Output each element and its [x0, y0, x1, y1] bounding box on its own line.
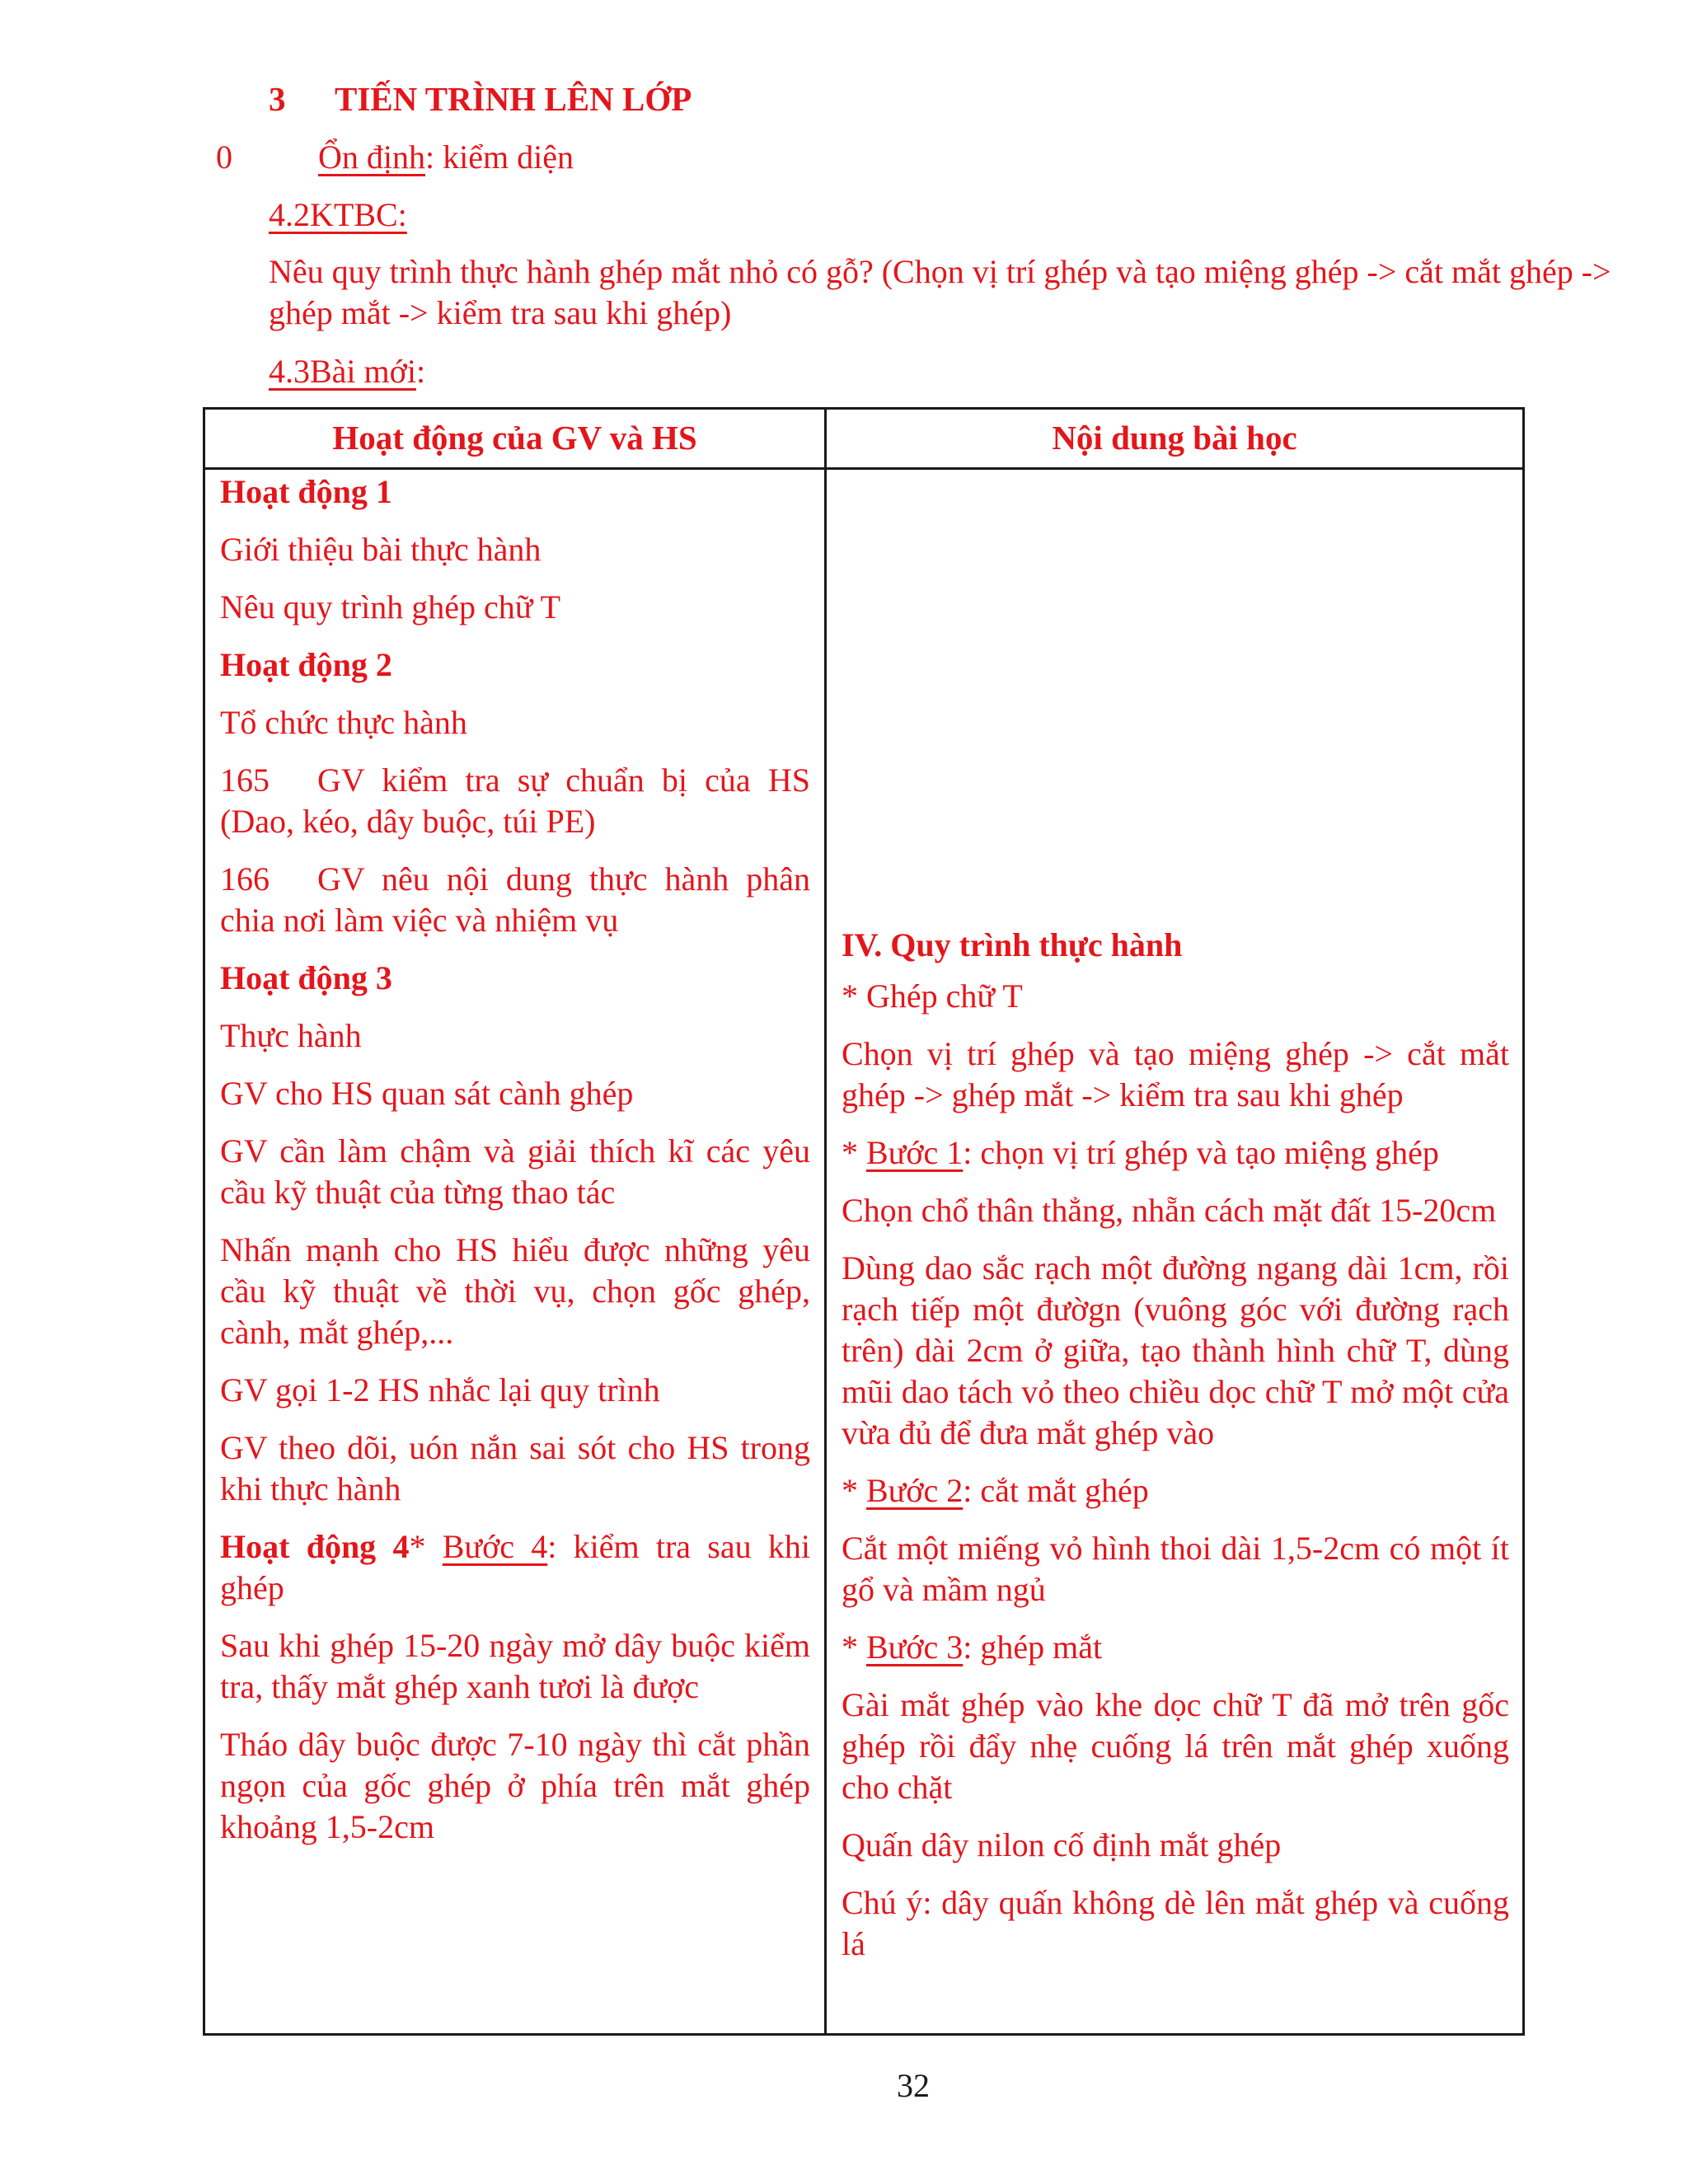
step-3-text: : ghép mắt	[963, 1629, 1103, 1666]
activity-2-item	[220, 760, 810, 842]
new-lesson-colon: :	[415, 353, 426, 390]
activity-1-item: Giới thiệu bài thực hành	[220, 531, 542, 568]
step-3-item: Quấn dây nilon cố định mắt ghép	[842, 1826, 1282, 1863]
ktbc-heading	[269, 194, 407, 236]
on-dinh-number: 0	[216, 138, 232, 176]
table-header-activities: Hoạt động của GV và HS	[332, 419, 697, 457]
new-lesson-heading-text: 4.3Bài mới	[269, 353, 416, 390]
table-header-content: Nội dung bài học	[1052, 419, 1297, 457]
activity-4-star: *	[409, 1528, 443, 1565]
content-column	[842, 925, 1509, 1981]
activity-3-item: GV cần làm chậm và giải thích kĩ các yêu cầu kỹ thuật của từng thao tác	[220, 1132, 810, 1211]
procedure-summary: Chọn vị trí ghép và tạo miệng ghép -> cắt mắt ghép -> ghép mắt -> kiểm tra sau khi ghép	[842, 1035, 1509, 1113]
on-dinh-label: Ổn định	[318, 138, 425, 176]
procedure-subtitle: * Ghép chữ T	[842, 977, 1023, 1015]
page-number: 32	[897, 2067, 930, 2104]
activity-2-intro: Tổ chức thực hành	[220, 704, 467, 741]
ktbc-heading-text: 4.2KTBC:	[269, 196, 407, 233]
activity-4-step-label: Bước 4	[442, 1528, 548, 1565]
step-star: *	[842, 1629, 866, 1666]
step-star: *	[842, 1472, 866, 1509]
header-divider	[205, 467, 1522, 470]
activity-3-item: GV gọi 1-2 HS nhắc lại quy trình	[220, 1371, 660, 1408]
step-1-text: : chọn vị trí ghép và tạo miệng ghép	[963, 1134, 1439, 1171]
activity-3-item: GV cho HS quan sát cành ghép	[220, 1075, 634, 1112]
section-number: 3	[269, 80, 286, 118]
activity-2-title: Hoạt động 2	[220, 646, 392, 683]
activity-3-item: Thực hành	[220, 1017, 362, 1054]
item-index: 165	[220, 762, 270, 799]
step-2-text: : cắt mắt ghép	[963, 1472, 1149, 1509]
activity-3-item: Nhấn mạnh cho HS hiểu được những yêu cầu kỹ thuật về thời vụ, chọn gốc ghép, cành, mắt ghép,...	[220, 1231, 810, 1351]
ktbc-question: Nêu quy trình thực hành ghép mắt nhỏ có gỗ? (Chọn vị trí ghép và tạo miệng ghép -> cắt mắt ghép -> ghép mắt -> kiểm tra sau khi ghép)	[269, 253, 1611, 331]
activity-4-heading	[220, 1526, 810, 1609]
on-dinh-text: : kiểm diện	[425, 138, 574, 176]
activity-4-item: Tháo dây buộc được 7-10 ngày thì cắt phần ngọn của gốc ghép ở phía trên mắt ghép khoảng 1,5-2cm	[220, 1726, 810, 1845]
step-1-item: Dùng dao sắc rạch một đường ngang dài 1cm, rồi rạch tiếp một đườgn (vuông góc với đường rạch trên) dài 2cm ở giữa, tạo thành hình chữ T, dùng mũi dao tách vỏ theo chiều dọc chữ T mở một cửa vừa đủ để đưa mắt ghép vào	[842, 1249, 1509, 1451]
procedure-title: IV. Quy trình thực hành	[842, 926, 1183, 963]
step-3-label: Bước 3	[866, 1629, 964, 1666]
step-star: *	[842, 1134, 866, 1171]
step-2-heading	[842, 1470, 1509, 1511]
activity-3-title: Hoạt động 3	[220, 959, 392, 996]
item-text: GV nêu nội dung thực hành phân chia nơi làm việc và nhiệm vụ	[220, 860, 810, 939]
section-title	[269, 78, 692, 120]
item-text: GV kiểm tra sự chuẩn bị của HS (Dao, kéo, dây buộc, túi PE)	[220, 762, 810, 840]
lesson-table	[203, 407, 1525, 2036]
step-1-heading	[842, 1132, 1509, 1174]
activity-4-title: Hoạt động 4	[220, 1528, 410, 1565]
step-1-label: Bước 1	[866, 1134, 964, 1171]
activity-3-item: GV theo dõi, uón nắn sai sót cho HS trong khi thực hành	[220, 1429, 810, 1507]
step-2-label: Bước 2	[866, 1472, 964, 1509]
on-dinh-line	[216, 137, 574, 178]
activity-4-step-text: : kiểm tra sau khi ghép	[220, 1528, 811, 1606]
column-divider	[824, 410, 827, 2033]
section-title-text: TIẾN TRÌNH LÊN LỚP	[335, 80, 692, 118]
step-3-item: Gài mắt ghép vào khe dọc chữ T đã mở trên gốc ghép rồi đẩy nhẹ cuống lá trên mắt ghép xuống cho chặt	[842, 1686, 1509, 1806]
step-3-heading	[842, 1627, 1509, 1668]
activity-2-item	[220, 859, 810, 941]
step-3-item: Chú ý: dây quấn không dè lên mắt ghép và cuống lá	[842, 1884, 1509, 1962]
new-lesson-heading	[269, 351, 425, 392]
step-2-item: Cắt một miếng vỏ hình thoi dài 1,5-2cm có một ít gổ và mầm ngủ	[842, 1530, 1509, 1608]
activity-1-item: Nêu quy trình ghép chữ T	[220, 588, 561, 626]
activities-column	[220, 471, 810, 1864]
activity-4-item: Sau khi ghép 15-20 ngày mở dây buộc kiểm tra, thấy mắt ghép xanh tươi là được	[220, 1627, 810, 1705]
step-1-item: Chọn chổ thân thẳng, nhẵn cách mặt đất 15-20cm	[842, 1192, 1497, 1229]
item-index: 166	[220, 860, 270, 898]
activity-1-title: Hoạt động 1	[220, 473, 392, 510]
